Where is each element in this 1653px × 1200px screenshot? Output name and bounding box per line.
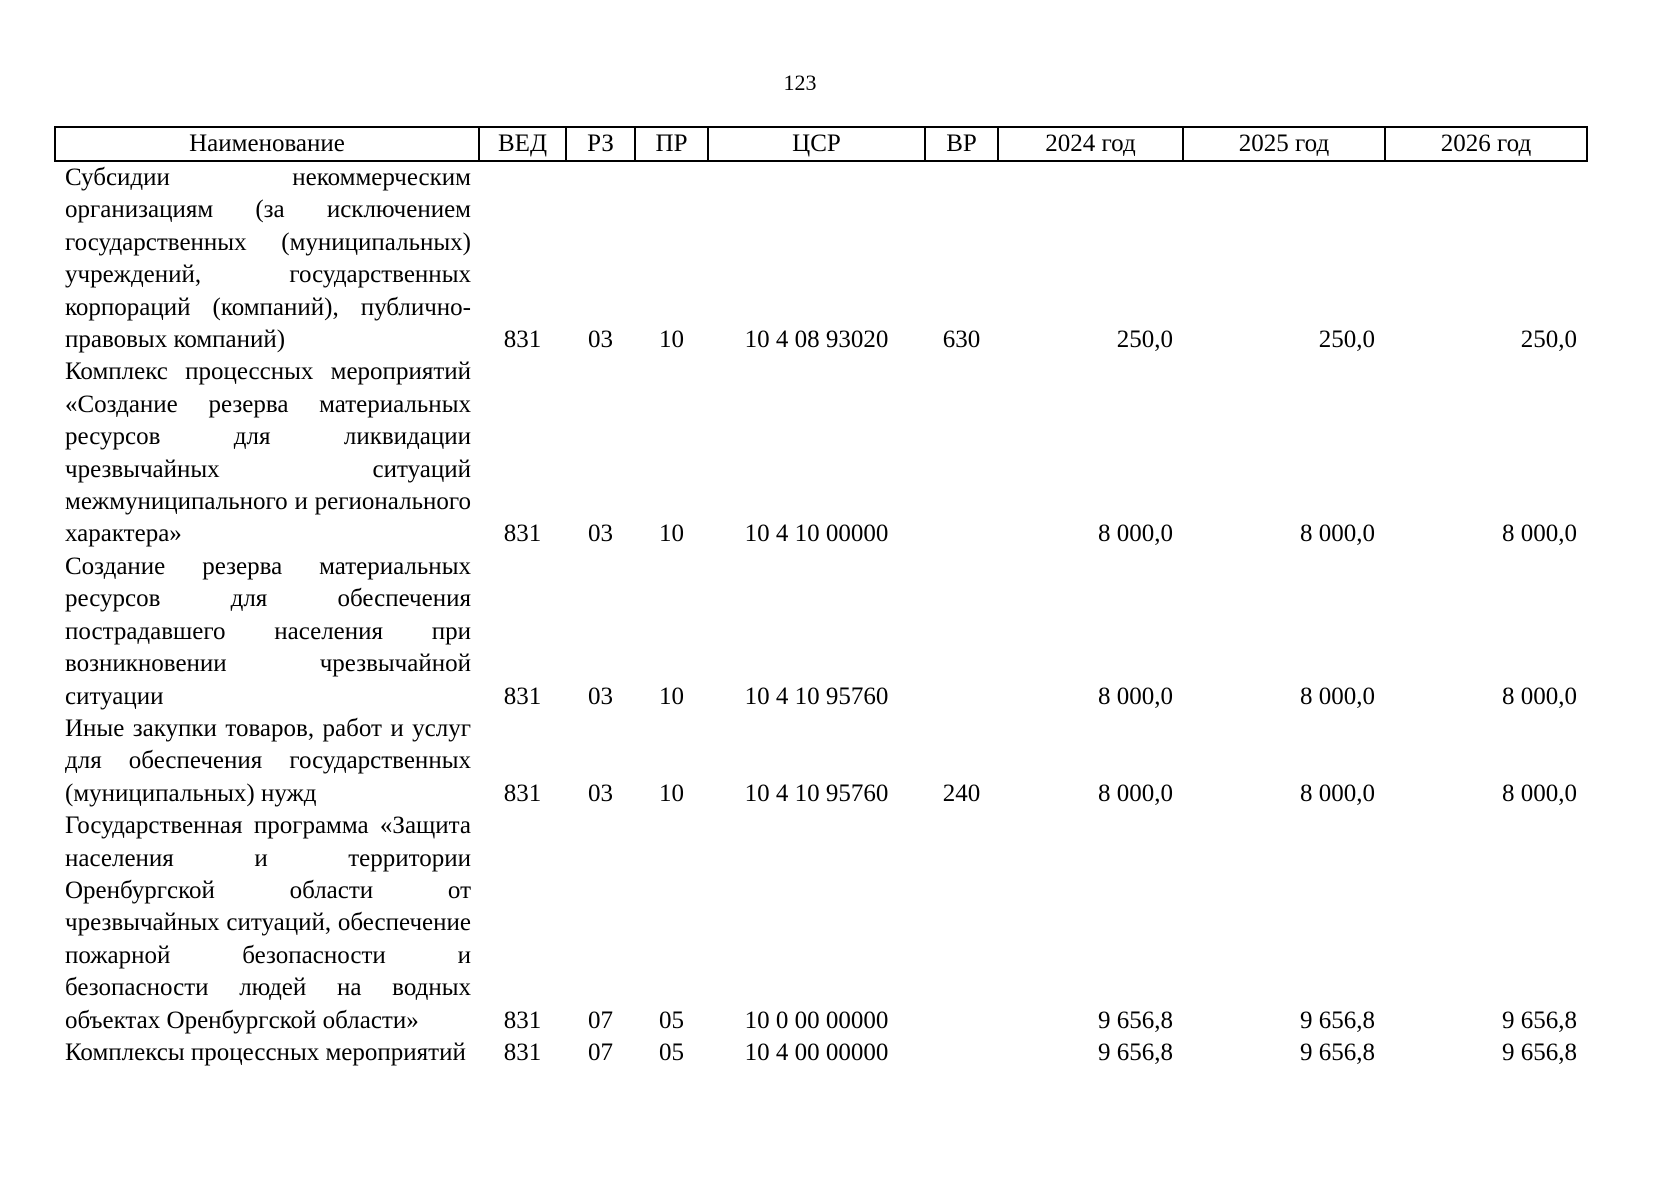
row-name: Создание резерва материальных ресурсов для обеспечения пострадавшего населения при возникновении чрезвычайной ситуации [65,552,471,710]
table-row [55,356,1587,550]
row-name: Иные закупки товаров, работ и услуг для обеспечения государственных (муниципальных) нужд [65,714,471,807]
row-name: Государственная программа «Защита населения и территории Оренбургской области от чрезвычайных ситуаций, обеспечение пожарной безопасности и безопасности людей на водных объектах Оренбургской области» [65,812,471,1034]
table-row [55,551,1587,713]
row-2025: 8 000,0 [1300,779,1375,807]
row-2026: 8 000,0 [1502,682,1577,710]
row-rz: 03 [588,682,613,710]
row-ved: 831 [503,1006,542,1034]
row-csr: 10 0 00 00000 [744,1006,889,1034]
row-2024: 8 000,0 [1098,520,1173,548]
table-row [55,810,1587,1037]
header-csr: ЦСР [708,127,925,161]
header-vr: ВР [925,127,998,161]
row-ved: 831 [503,779,542,807]
row-pr: 10 [659,326,684,354]
row-rz: 03 [588,326,613,354]
row-2024: 8 000,0 [1098,682,1173,710]
table-header-row [55,127,1587,161]
row-2026: 9 656,8 [1502,1038,1577,1066]
row-vr [925,810,998,1037]
row-vr [925,551,998,713]
row-ved: 831 [503,1038,542,1066]
row-rz: 03 [588,779,613,807]
table-row [55,161,1587,356]
row-csr: 10 4 10 95760 [744,682,889,710]
row-csr: 10 4 10 95760 [744,779,889,807]
row-2024: 9 656,8 [1098,1006,1173,1034]
row-ved: 831 [503,520,542,548]
table-row [55,713,1587,810]
row-2025: 9 656,8 [1300,1006,1375,1034]
row-csr: 10 4 00 00000 [744,1038,889,1066]
row-vr [925,1037,998,1069]
row-2026: 8 000,0 [1502,520,1577,548]
row-pr: 10 [659,682,684,710]
row-2024: 8 000,0 [1098,779,1173,807]
row-rz: 07 [588,1006,613,1034]
row-2024: 9 656,8 [1098,1038,1173,1066]
row-pr: 05 [659,1006,684,1034]
header-name: Наименование [55,127,479,161]
row-2026: 9 656,8 [1502,1006,1577,1034]
row-2025: 250,0 [1318,326,1375,354]
row-2026: 8 000,0 [1502,779,1577,807]
table-row [55,1037,1587,1069]
row-vr: 240 [942,779,981,807]
row-2024: 250,0 [1116,326,1173,354]
row-name: Комплекс процессных мероприятий «Создание резерва материальных ресурсов для ликвидации чрезвычайных ситуаций межмуниципального и регионального характера» [65,358,471,548]
row-2026: 250,0 [1520,326,1577,354]
row-csr: 10 4 08 93020 [744,326,889,354]
header-2025: 2025 год [1183,127,1385,161]
row-pr: 10 [659,779,684,807]
budget-table [54,126,1588,1069]
row-rz: 03 [588,520,613,548]
row-ved: 831 [503,682,542,710]
header-2024: 2024 год [998,127,1183,161]
row-csr: 10 4 10 00000 [744,520,889,548]
page-number: 123 [783,70,817,95]
header-rz: РЗ [566,127,635,161]
row-vr [925,356,998,550]
row-2025: 9 656,8 [1300,1038,1375,1066]
row-pr: 05 [659,1038,684,1066]
header-pr: ПР [635,127,708,161]
header-ved: ВЕД [479,127,566,161]
row-name: Комплексы процессных мероприятий [65,1038,466,1066]
row-2025: 8 000,0 [1300,520,1375,548]
row-ved: 831 [503,326,542,354]
row-vr: 630 [942,326,981,354]
row-pr: 10 [659,520,684,548]
row-name: Субсидии некоммерческим организациям (за исключением государственных (муниципальных) учреждений, государственных корпораций (компаний), публично-правовых компаний) [65,164,471,354]
header-2026: 2026 год [1385,127,1587,161]
row-2025: 8 000,0 [1300,682,1375,710]
row-rz: 07 [588,1038,613,1066]
